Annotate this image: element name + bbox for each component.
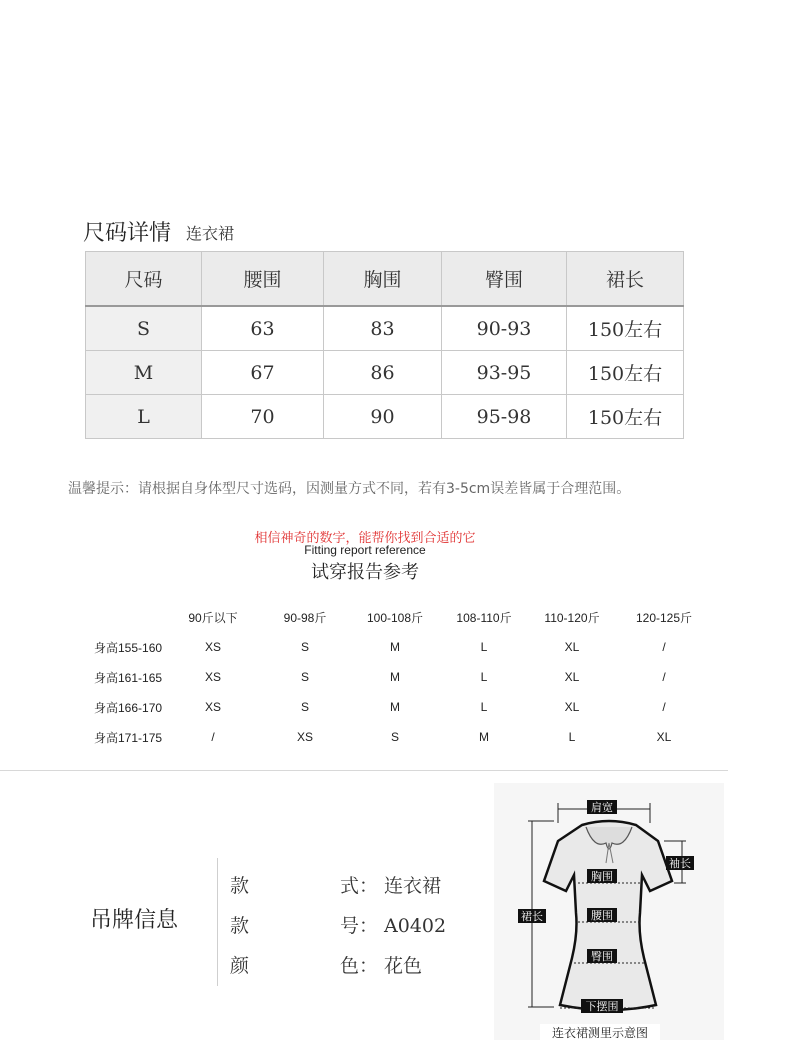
- tag-value-text: 连衣裙: [384, 875, 442, 897]
- fit-size-cell: XL: [564, 640, 580, 654]
- tag-value-text: A0402: [384, 915, 447, 937]
- tag-label-style: 款: [230, 875, 250, 897]
- fit-size-cell: XL: [564, 670, 580, 684]
- length-cell: 150左右: [567, 395, 684, 439]
- weight-header: 90-98斤: [283, 610, 327, 625]
- size-cell: L: [86, 395, 202, 439]
- weight-header: 110-120斤: [544, 610, 600, 625]
- header-hip: 臀围: [442, 252, 567, 307]
- size-table-row: [86, 306, 684, 351]
- size-table-row: [86, 351, 684, 395]
- fitting-row: [90, 692, 720, 722]
- size-cell: S: [86, 306, 202, 351]
- label-waist: 腰围: [591, 909, 613, 922]
- chest-cell: 83: [324, 306, 442, 351]
- fit-size-cell: L: [480, 670, 488, 684]
- hip-cell: 90-93: [442, 306, 567, 351]
- fit-size-cell: L: [480, 640, 488, 654]
- dress-illustration: [494, 783, 724, 1040]
- size-detail-title: 尺码详情: [83, 221, 172, 246]
- tag-key: 号: [340, 915, 360, 937]
- fitting-table: [90, 602, 720, 752]
- chest-cell: 90: [324, 395, 442, 439]
- fit-size-cell: XS: [296, 730, 313, 744]
- size-tip: 温馨提示：请根据自身体型尺寸选码，因测量方式不同，若有3-5cm误差皆属于合理范围。: [68, 481, 631, 497]
- waist-cell: 63: [202, 306, 324, 351]
- fit-size-cell: S: [300, 640, 309, 654]
- fit-size-cell: /: [662, 670, 666, 684]
- label-shoulder: 肩宽: [591, 801, 613, 814]
- height-cell: 身高155-160: [94, 640, 163, 655]
- label-hip: 臀围: [591, 950, 613, 963]
- header-size: 尺码: [86, 252, 202, 307]
- label-length: 裙长: [521, 910, 543, 923]
- length-cell: 150左右: [567, 351, 684, 395]
- fitting-slogan: 相信神奇的数字，能帮你找到合适的它: [254, 531, 476, 546]
- fitting-row: [90, 662, 720, 692]
- fit-size-cell: S: [300, 670, 309, 684]
- diagram-caption: 连衣裙测里示意图: [540, 1024, 660, 1041]
- fit-size-cell: L: [480, 700, 488, 714]
- height-cell: 身高166-170: [94, 700, 163, 715]
- tag-value-color: 色： 花色: [340, 955, 423, 977]
- fit-size-cell: /: [211, 730, 215, 744]
- fit-size-cell: M: [390, 670, 400, 684]
- waist-cell: 70: [202, 395, 324, 439]
- height-cell: 身高171-175: [94, 730, 163, 745]
- label-chest: 胸围: [591, 870, 613, 883]
- waist-cell: 67: [202, 351, 324, 395]
- tag-label-number: 款: [230, 915, 250, 937]
- fitting-header-row: [90, 602, 720, 632]
- tag-info-title: 吊牌信息: [90, 908, 179, 933]
- hip-cell: 93-95: [442, 351, 567, 395]
- tag-key: 色: [340, 955, 360, 977]
- fitting-title-cn: 试穿报告参考: [311, 562, 419, 583]
- weight-header: 120-125斤: [635, 610, 693, 625]
- fit-size-cell: M: [479, 730, 489, 744]
- weight-header: 100-108斤: [366, 610, 424, 625]
- fit-size-cell: S: [300, 700, 309, 714]
- hip-cell: 95-98: [442, 395, 567, 439]
- length-cell: 150左右: [567, 306, 684, 351]
- header-waist: 腰围: [202, 252, 324, 307]
- fit-size-cell: XS: [204, 670, 221, 684]
- header-length: 裙长: [567, 252, 684, 307]
- tag-value-text: 花色: [384, 955, 423, 977]
- tag-divider: [217, 858, 218, 986]
- tag-value-style: 式： 连衣裙: [340, 875, 442, 897]
- fitting-row: [90, 632, 720, 662]
- fit-size-cell: XS: [204, 700, 221, 714]
- tag-value-number: 号： A0402: [340, 915, 447, 937]
- weight-header: 108-110斤: [456, 610, 512, 625]
- size-cell: M: [86, 351, 202, 395]
- chest-cell: 86: [324, 351, 442, 395]
- size-table: [85, 251, 684, 439]
- fit-size-cell: XL: [656, 730, 672, 744]
- size-table-header-row: [86, 252, 684, 307]
- fitting-row: [90, 722, 720, 752]
- fit-size-cell: XS: [204, 640, 221, 654]
- tag-label-color: 颜: [230, 955, 250, 977]
- weight-header: 90斤以下: [188, 610, 238, 625]
- header-chest: 胸围: [324, 252, 442, 307]
- fit-size-cell: S: [390, 730, 399, 744]
- fit-size-cell: XL: [564, 700, 580, 714]
- fitting-title-en: Fitting report reference: [304, 543, 426, 557]
- fit-size-cell: L: [568, 730, 576, 744]
- fit-size-cell: M: [390, 700, 400, 714]
- corner-cell: [90, 602, 174, 632]
- tag-key: 式: [340, 875, 360, 897]
- section-divider: [0, 770, 728, 771]
- label-hem: 下摆围: [585, 1000, 619, 1013]
- dress-diagram: [494, 783, 724, 1040]
- label-sleeve: 袖长: [669, 857, 691, 870]
- height-cell: 身高161-165: [94, 670, 163, 685]
- fit-size-cell: M: [390, 640, 400, 654]
- fit-size-cell: /: [662, 640, 666, 654]
- fit-size-cell: /: [662, 700, 666, 714]
- size-detail-subtitle: 连衣裙: [186, 224, 235, 243]
- size-table-row: [86, 395, 684, 439]
